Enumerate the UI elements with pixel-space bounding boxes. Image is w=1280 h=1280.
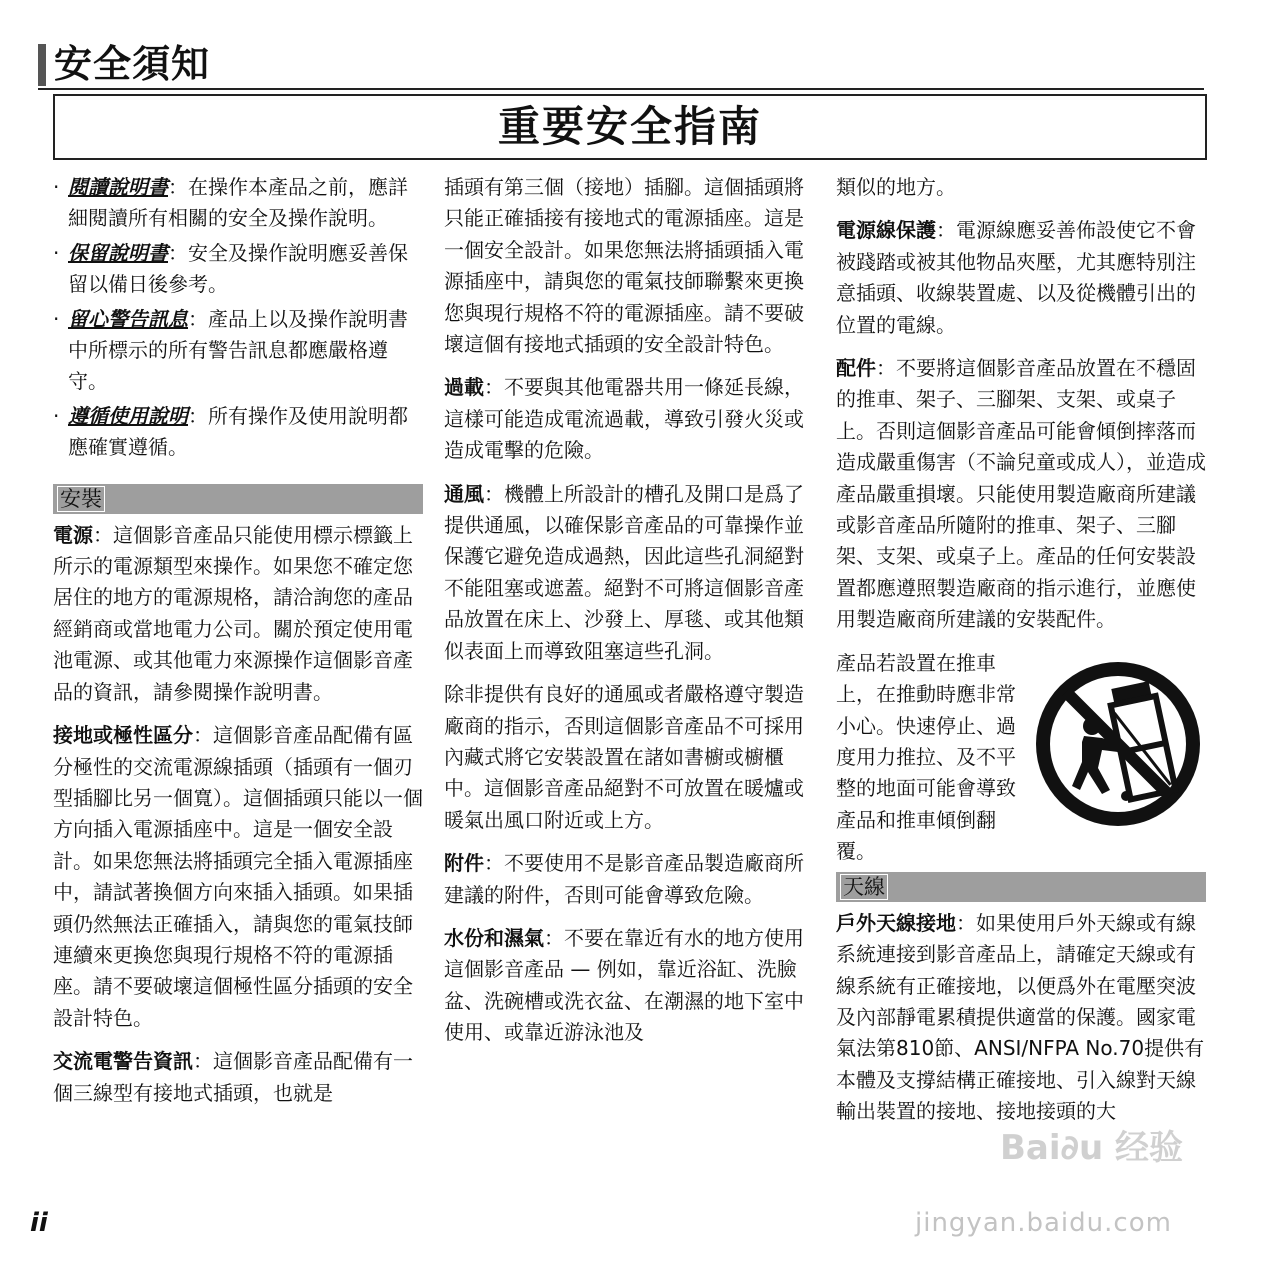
column-2 bbox=[444, 172, 816, 1061]
column-1 bbox=[53, 172, 423, 1121]
antenna-text: ：如果使用戶外天線或有線系統連接到影音產品上，請確定天線或有線系統有正確接地，以便爲外在電壓突波及內部靜電累積提供適當的保護。國家電氣法第810節、ANSI/NFPA No.70提供有本體及支撐結構正確接地、引入線對天線輸出裝置的接地、接地接頭的大 bbox=[836, 910, 1205, 1124]
ventilation-paragraph bbox=[444, 479, 816, 667]
no-cart-tipover-icon bbox=[1032, 658, 1204, 830]
install-heading-label: 安裝 bbox=[57, 486, 105, 512]
antenna-heading bbox=[836, 872, 1206, 902]
water-continued: 類似的地方。 bbox=[836, 175, 956, 199]
ventilation-lead: 通風 bbox=[444, 481, 484, 506]
bullet-text: ：所有操作及使用說明都應確實遵循。 bbox=[68, 403, 408, 460]
attachments-text: ：不要使用不是影音產品製造廠商所建議的附件，否則可能會導致危險。 bbox=[444, 851, 804, 907]
overload-lead: 過載 bbox=[444, 375, 484, 400]
cart-warning bbox=[836, 648, 1206, 864]
water-paragraph bbox=[444, 923, 816, 1049]
polarization-lead: 接地或極性區分 bbox=[53, 723, 193, 748]
page-title: 重要安全指南 bbox=[53, 94, 1207, 160]
power-text: ：這個影音產品只能使用標示標籤上所示的電源類型來操作。如果您不確定您居住的地方的電源規格，請洽詢您的產品經銷商或當地電力公司。關於預定使用電池電源、或其他電力來源操作這個影音產品的資訊，請參閱操作說明書。 bbox=[53, 522, 413, 704]
accessories-paragraph bbox=[836, 353, 1206, 636]
power-paragraph bbox=[53, 520, 423, 708]
bullet-item bbox=[53, 238, 423, 301]
bullet-dot: · bbox=[53, 240, 60, 265]
ventilation-paragraph-2: 除非提供有良好的通風或者嚴格遵守製造廠商的指示，否則這個影音產品不可採用內藏式將它安裝設置在諸如書櫥或櫥櫃中。這個影音產品絕對不可放置在暖爐或暖氣出風口附近或上方。 bbox=[444, 682, 804, 832]
antenna-heading-label: 天線 bbox=[840, 874, 888, 900]
bullet-lead: 遵循使用說明 bbox=[68, 403, 188, 428]
bullet-dot: · bbox=[53, 403, 60, 428]
accessories-text: ：不要將這個影音產品放置在不穩固的推車、架子、三腳架、支架、或桌子上。否則這個影音產品可能會傾倒摔落而造成嚴重傷害（不論兒童或成人），並造成產品嚴重損壞。只能使用製造廠商所建議或影音產品所隨附的推車、架子、三腳架、支架、或桌子上。產品的任何安裝設置都應遵照製造廠商的指示進行，並應使用製造廠商所建議的安裝配件。 bbox=[836, 356, 1206, 632]
attachments-lead: 附件 bbox=[444, 851, 484, 876]
bullet-item bbox=[53, 304, 423, 398]
ac-warning-continued: 插頭有第三個（接地）插腳。這個插頭將只能正確插接有接地式的電源插座。這是一個安全設計。如果您無法將插頭插入電源插座中，請與您的電氣技師聯繫來更換您與現行規格不符的電源插座。請不要破壞這個有接地式插頭的安全設計特色。 bbox=[444, 175, 804, 357]
ac-warning-text: ：這個影音產品配備有一個三線型有接地式插頭，也就是 bbox=[53, 1049, 413, 1105]
bullet-dot: · bbox=[53, 175, 60, 199]
cord-lead: 電源線保護 bbox=[836, 218, 936, 243]
accessories-lead: 配件 bbox=[836, 356, 876, 381]
ventilation-text: ：機體上所設計的槽孔及開口是爲了提供通風，以確保影音產品的可靠操作並保護它避免造成過熱，因此這些孔洞絕對不能阻塞或遮蓋。絕對不可將這個影音產品放置在床上、沙發上、厚毯、或其他類似表面上而導致阻塞這些孔洞。 bbox=[444, 481, 804, 663]
bullet-lead: 閱讀說明書 bbox=[68, 175, 168, 199]
power-lead: 電源 bbox=[53, 522, 93, 547]
bullet-text: ：安全及操作說明應妥善保留以備日後參考。 bbox=[68, 240, 408, 297]
ac-warning-paragraph bbox=[53, 1046, 423, 1109]
install-heading bbox=[53, 484, 423, 514]
section-title: 安全須知 bbox=[54, 42, 211, 86]
bullet-item bbox=[53, 172, 423, 235]
polarization-text: ：這個影音產品配備有區分極性的交流電源線插頭（插頭有一個刃型插腳比另一個寬）。這個插頭只能以一個方向插入電源插座中。這是一個安全設計。如果您無法將插頭完全插入電源插座中，請試著換個方向來插入插頭。如果插頭仍然無法正確插入，請與您的電氣技師連續來更換您與現行規格不符的電源插座。請不要破壞這個極性區分插頭的安全設計特色。 bbox=[53, 723, 423, 1030]
section-marker bbox=[38, 44, 46, 86]
bullet-dot: · bbox=[53, 306, 60, 331]
bullet-list bbox=[53, 172, 423, 464]
section-header bbox=[38, 40, 1204, 90]
page-number: ii bbox=[30, 1208, 48, 1238]
cord-paragraph bbox=[836, 215, 1206, 341]
cord-text: ：電源線應妥善佈設使它不會被踐踏或被其他物品夾壓，尤其應特別注意插頭、收線裝置處、以及從機體引出的位置的電線。 bbox=[836, 218, 1196, 337]
antenna-lead: 戶外天線接地 bbox=[836, 910, 956, 935]
watermark-logo: Bai∂u 经验 bbox=[1000, 1128, 1184, 1168]
watermark-url: jingyan.baidu.com bbox=[915, 1208, 1172, 1238]
polarization-paragraph bbox=[53, 720, 423, 1034]
bullet-text: ：在操作本產品之前，應詳細閱讀所有相關的安全及操作說明。 bbox=[68, 175, 408, 231]
column-3 bbox=[836, 172, 1206, 1140]
water-text: ：不要在靠近有水的地方使用這個影音產品 — 例如，靠近浴缸、洗臉盆、洗碗槽或洗衣盆、在潮濕的地下室中使用、或靠近游泳池及 bbox=[444, 925, 804, 1045]
bullet-item bbox=[53, 401, 423, 464]
ac-warning-lead: 交流電警告資訊 bbox=[53, 1049, 193, 1074]
bullet-lead: 保留說明書 bbox=[68, 240, 168, 265]
cart-warning-text: 產品若設置在推車上，在推動時應非常小心。快速停止、過度用力推拉、及不平整的地面可能會導致產品和推車傾倒翻覆。 bbox=[836, 650, 1016, 864]
bullet-lead: 留心警告訊息 bbox=[68, 306, 188, 331]
attachments-paragraph bbox=[444, 848, 816, 911]
antenna-paragraph bbox=[836, 908, 1206, 1128]
water-lead: 水份和濕氣 bbox=[444, 925, 544, 950]
overload-paragraph bbox=[444, 372, 816, 466]
overload-text: ：不要與其他電器共用一條延長線，這樣可能造成電流過載，導致引發火災或造成電擊的危險。 bbox=[444, 375, 804, 463]
bullet-text: ：產品上以及操作說明書中所標示的所有警告訊息都應嚴格遵守。 bbox=[68, 306, 408, 394]
